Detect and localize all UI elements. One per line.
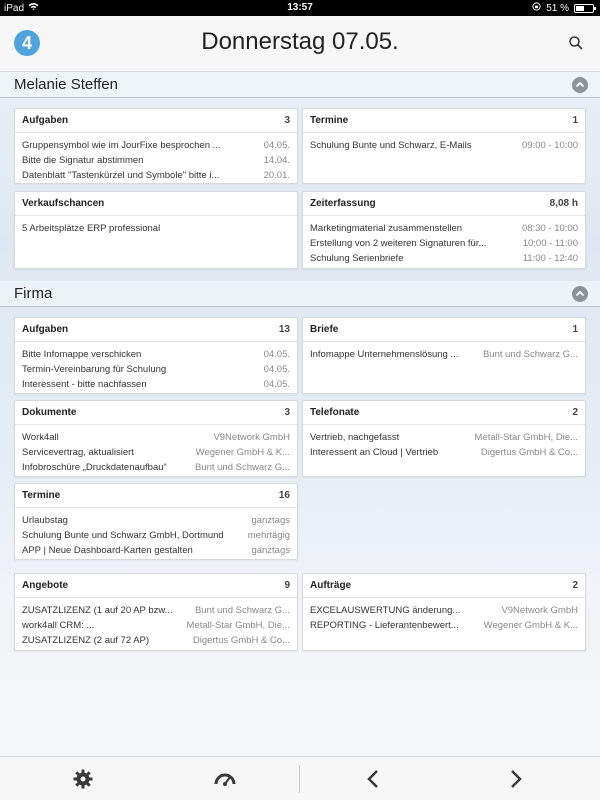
item-meta: V9Network GmbH xyxy=(501,605,578,616)
item-meta: 08:30 - 10:00 xyxy=(522,223,578,234)
item-meta: Metall-Star GmbH, Die... xyxy=(186,620,290,631)
item-meta: 20.01. xyxy=(263,170,290,181)
list-item[interactable] xyxy=(310,618,578,633)
card-header xyxy=(15,192,297,216)
item-meta: 04.05. xyxy=(263,379,290,390)
item-title: work4all CRM: ... xyxy=(22,620,95,631)
list-item[interactable] xyxy=(22,153,290,168)
card-aufgaben-personal[interactable] xyxy=(14,108,298,184)
search-icon xyxy=(568,35,584,51)
list-item[interactable] xyxy=(310,221,578,236)
dashboard-icon xyxy=(213,767,237,791)
section-header-personal[interactable] xyxy=(0,72,600,98)
item-title: Schulung Bunte und Schwarz GmbH, Dortmund xyxy=(22,530,224,541)
card-header xyxy=(15,109,297,133)
device-label: iPad xyxy=(4,2,25,14)
card-count: 3 xyxy=(284,407,290,418)
card-count: 1 xyxy=(572,115,578,126)
item-title: Datenblatt "Tastenkürzel und Symbole" bitte i... xyxy=(22,170,220,181)
item-title: Erstellung von 2 weiteren Signaturen für... xyxy=(310,238,487,249)
item-title: EXCELAUSWERTUNG änderung... xyxy=(310,605,461,616)
app-logo: 4 xyxy=(14,30,40,56)
card-angebote[interactable] xyxy=(14,573,298,651)
card-header xyxy=(303,401,585,425)
card-count: 1 xyxy=(572,324,578,335)
chevron-right-icon xyxy=(503,767,527,791)
item-title: Infobroschüre „Druckdatenaufbau“ xyxy=(22,462,167,473)
list-item[interactable] xyxy=(22,138,290,153)
card-count: 2 xyxy=(572,580,578,591)
item-meta: ganztags xyxy=(251,515,290,526)
item-meta: V9Network GmbH xyxy=(213,432,290,443)
item-meta: 09:00 - 10:00 xyxy=(522,140,578,151)
section-header-firma[interactable] xyxy=(0,281,600,307)
list-item[interactable] xyxy=(310,445,578,460)
item-meta: Bunt und Schwarz G... xyxy=(194,462,290,473)
card-title: Dokumente xyxy=(22,407,77,418)
item-meta: 10:00 - 11:00 xyxy=(522,238,578,249)
battery-percent: 51 % xyxy=(546,2,569,14)
chevron-left-icon xyxy=(362,767,386,791)
card-count: 3 xyxy=(284,115,290,126)
item-title: Work4all xyxy=(22,432,59,443)
list-item[interactable] xyxy=(22,377,290,392)
list-item[interactable] xyxy=(22,221,290,236)
item-meta: ganztags xyxy=(251,545,290,556)
item-title: 5 Arbeitsplätze ERP professional xyxy=(22,223,161,234)
section-title: Firma xyxy=(14,285,53,302)
card-auftraege[interactable] xyxy=(302,573,586,651)
card-header xyxy=(15,401,297,425)
item-meta: Metall-Star GmbH, Die... xyxy=(474,432,578,443)
item-title: Urlaubstag xyxy=(22,515,68,526)
card-title: Termine xyxy=(310,115,349,126)
card-title: Termine xyxy=(22,490,61,501)
card-count: 16 xyxy=(278,490,290,501)
item-title: Termin-Vereinbarung für Schulung xyxy=(22,364,167,375)
item-title: ZUSATZLIZENZ (1 auf 20 AP bzw... xyxy=(22,605,173,616)
item-meta: Digertus GmbH & Co... xyxy=(192,635,290,646)
card-header xyxy=(303,192,585,216)
card-title: Aufgaben xyxy=(22,324,69,335)
list-item[interactable] xyxy=(22,362,290,377)
item-meta: 14.04. xyxy=(263,155,290,166)
app-header xyxy=(0,16,600,72)
list-item[interactable] xyxy=(22,347,290,362)
card-header xyxy=(303,109,585,133)
item-meta: 04.05. xyxy=(263,140,290,151)
item-title: Infomappe Unternehmenslösung ... xyxy=(310,349,459,360)
search-button[interactable] xyxy=(568,35,584,51)
section-title: Melanie Steffen xyxy=(14,76,118,93)
orientation-lock-icon xyxy=(532,2,541,14)
item-title: Schulung Serienbriefe xyxy=(310,253,404,264)
item-meta: Wegener GmbH & K... xyxy=(195,447,290,458)
list-item[interactable] xyxy=(310,236,578,251)
item-title: Schulung Bunte und Schwarz, E-Mails xyxy=(310,140,472,151)
collapse-button[interactable] xyxy=(572,286,588,302)
card-title: Zeiterfassung xyxy=(310,198,376,209)
next-day-button[interactable] xyxy=(503,767,527,791)
item-title: Interessent - bitte nachfassen xyxy=(22,379,147,390)
page-title: Donnerstag 07.05. xyxy=(201,28,399,55)
card-header xyxy=(15,574,297,598)
item-meta: Bunt und Schwarz G... xyxy=(194,605,290,616)
list-item[interactable] xyxy=(310,251,578,266)
list-item[interactable] xyxy=(22,513,290,528)
list-item[interactable] xyxy=(22,445,290,460)
item-meta: Wegener GmbH & K... xyxy=(483,620,578,631)
card-count: 13 xyxy=(278,324,290,335)
card-title: Briefe xyxy=(310,324,339,335)
list-item[interactable] xyxy=(22,460,290,475)
card-termine-firma[interactable] xyxy=(14,483,298,560)
list-item[interactable] xyxy=(22,633,290,648)
status-bar xyxy=(0,0,600,16)
item-meta: 04.05. xyxy=(263,349,290,360)
list-item[interactable] xyxy=(310,138,578,153)
list-item[interactable] xyxy=(22,618,290,633)
item-title: Vertrieb, nachgefasst xyxy=(310,432,400,443)
list-item[interactable] xyxy=(22,168,290,183)
card-title: Telefonate xyxy=(310,407,360,418)
chevron-up-icon xyxy=(572,286,588,302)
settings-button[interactable] xyxy=(71,767,95,791)
list-item[interactable] xyxy=(22,430,290,445)
card-count: 9 xyxy=(284,580,290,591)
item-title: APP | Neue Dashboard-Karten gestalten xyxy=(22,545,193,556)
item-meta: Bunt und Schwarz G... xyxy=(482,349,578,360)
item-meta: mehrtägig xyxy=(247,530,290,541)
card-header xyxy=(303,318,585,342)
card-aufgaben-firma[interactable] xyxy=(14,317,298,394)
card-title: Angebote xyxy=(22,580,69,591)
item-meta: Digertus GmbH & Co... xyxy=(480,447,578,458)
card-title: Verkaufschancen xyxy=(22,198,105,209)
collapse-button[interactable] xyxy=(572,77,588,93)
battery-fill xyxy=(576,6,584,11)
dashboard-button[interactable] xyxy=(213,767,237,791)
card-verkaufschancen[interactable] xyxy=(14,191,298,269)
card-count: 8,08 h xyxy=(549,198,578,209)
list-item[interactable] xyxy=(22,543,290,558)
card-count: 2 xyxy=(572,407,578,418)
item-title: Bitte die Signatur abstimmen xyxy=(22,155,144,166)
card-termine-personal[interactable] xyxy=(302,108,586,184)
card-header xyxy=(15,318,297,342)
previous-day-button[interactable] xyxy=(362,767,386,791)
item-title: ZUSATZLIZENZ (2 auf 72 AP) xyxy=(22,635,150,646)
item-title: REPORTING - Lieferantenbewert... xyxy=(310,620,459,631)
card-title: Aufgaben xyxy=(22,115,69,126)
item-title: Interessent an Cloud | Vertrieb xyxy=(310,447,439,458)
card-header xyxy=(303,574,585,598)
toolbar-divider xyxy=(299,765,300,793)
card-briefe[interactable] xyxy=(302,317,586,394)
bottom-toolbar xyxy=(0,756,600,800)
item-title: Marketingmaterial zusammenstellen xyxy=(310,223,463,234)
item-meta: 04.05. xyxy=(263,364,290,375)
list-item[interactable] xyxy=(310,347,578,362)
item-meta xyxy=(284,221,290,236)
list-item[interactable] xyxy=(22,603,290,618)
item-title: Gruppensymbol wie im JourFixe besprochen ... xyxy=(22,140,221,151)
gear-icon xyxy=(71,767,95,791)
list-item[interactable] xyxy=(310,430,578,445)
item-title: Bitte Infomappe verschicken xyxy=(22,349,142,360)
card-zeiterfassung[interactable] xyxy=(302,191,586,269)
item-meta: 11:00 - 12:40 xyxy=(522,253,578,264)
card-header xyxy=(15,484,297,508)
chevron-up-icon xyxy=(572,77,588,93)
card-title: Aufträge xyxy=(310,580,352,591)
card-telefonate[interactable] xyxy=(302,400,586,477)
list-item[interactable] xyxy=(22,528,290,543)
card-dokumente[interactable] xyxy=(14,400,298,477)
item-title: Servicevertrag, aktualisiert xyxy=(22,447,134,458)
list-item[interactable] xyxy=(310,603,578,618)
status-time: 13:57 xyxy=(287,2,313,13)
battery-icon xyxy=(574,4,594,13)
